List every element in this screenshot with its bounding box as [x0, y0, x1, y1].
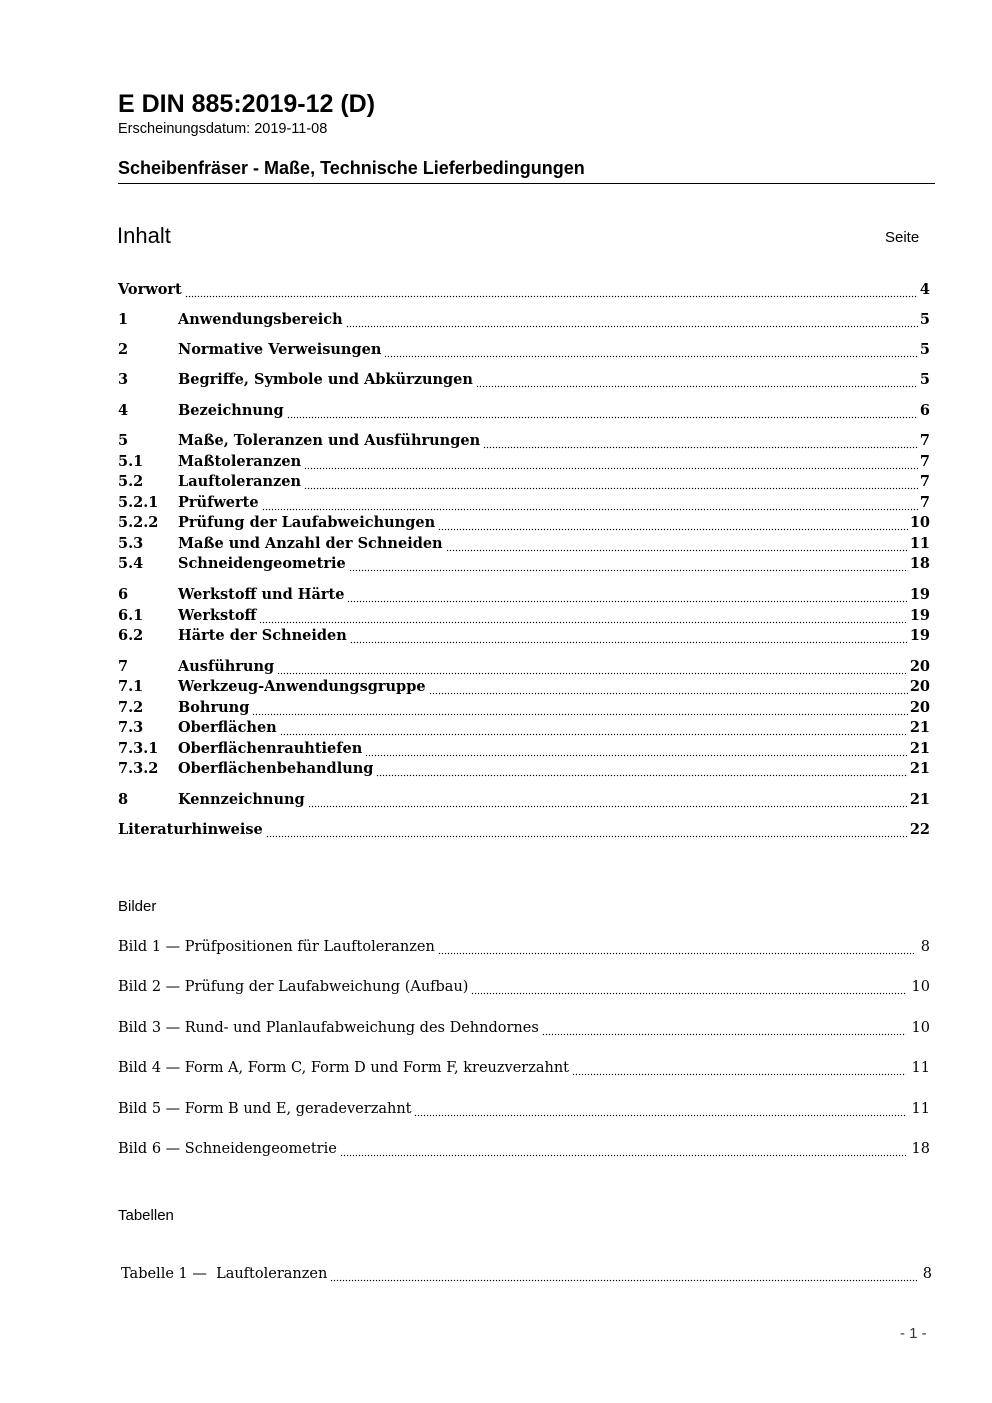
table-entry[interactable]: [121, 1264, 932, 1284]
dot-leader: [429, 677, 908, 697]
figures-heading: Bilder: [118, 898, 157, 915]
toc-entry-page: 19: [909, 627, 930, 644]
dot-leader: [266, 820, 908, 840]
dot-leader: [476, 370, 918, 390]
toc-entry-title: Oberflächenbehandlung: [178, 760, 374, 777]
toc-entry[interactable]: [118, 759, 930, 779]
dot-leader: [287, 401, 918, 421]
toc-entry-title: Ausführung: [178, 658, 275, 675]
toc-entry[interactable]: [118, 472, 930, 492]
figure-entry-title: Bild 4 — Form A, Form C, Form D und Form F, kreuzverzahnt: [118, 1060, 569, 1076]
dot-leader: [252, 698, 907, 718]
figure-entry-page: 11: [911, 1060, 930, 1076]
publication-date: Erscheinungsdatum: 2019-11-08: [118, 121, 328, 137]
dot-leader: [438, 937, 915, 957]
dot-leader: [259, 606, 907, 626]
toc-entry-number: 7.1: [118, 678, 144, 695]
dot-leader: [542, 1018, 906, 1038]
dot-leader: [340, 1139, 906, 1159]
title-divider: [118, 183, 935, 184]
toc-entry-page: 22: [909, 821, 930, 838]
toc-entry-title: Bohrung: [178, 699, 250, 716]
figure-entry-title: Bild 1 — Prüfpositionen für Lauftoleranzen: [118, 939, 435, 955]
toc-entry-title: Normative Verweisungen: [178, 341, 382, 358]
dot-leader: [185, 280, 918, 300]
dot-leader: [365, 739, 908, 759]
toc-entry[interactable]: [118, 820, 930, 840]
dot-leader: [280, 718, 908, 738]
toc-entry[interactable]: [118, 657, 930, 677]
toc-entry-page: 21: [909, 791, 930, 808]
toc-entry-title: Lauftoleranzen: [178, 473, 302, 490]
toc-entry-page: 6: [919, 402, 930, 419]
toc-entry-page: 21: [909, 760, 930, 777]
toc-entry-title: Werkstoff: [178, 607, 257, 624]
toc-entry[interactable]: [118, 534, 930, 554]
toc-entry-title: Maße, Toleranzen und Ausführungen: [178, 432, 481, 449]
toc-entry-number: 5.2.2: [118, 514, 159, 531]
dot-leader: [414, 1099, 905, 1119]
dot-leader: [262, 493, 918, 513]
toc-entry-title: Kennzeichnung: [178, 791, 305, 808]
toc-entry-title: Werkzeug-Anwendungsgruppe: [178, 678, 426, 695]
toc-entry[interactable]: [118, 739, 930, 759]
dot-leader: [308, 790, 908, 810]
toc-entry-title: Begriffe, Symbole und Abkürzungen: [178, 371, 473, 388]
figure-entry-page: 8: [920, 939, 930, 955]
toc-entry-title: Oberflächen: [178, 719, 277, 736]
toc-entry-number: 8: [118, 791, 129, 808]
toc-entry-number: 6: [118, 586, 129, 603]
toc-entry-number: 5: [118, 432, 129, 449]
toc-entry-number: 5.1: [118, 453, 144, 470]
toc-entry-page: 5: [919, 341, 930, 358]
toc-page-column-label: Seite: [885, 229, 920, 246]
toc-entry-number: 4: [118, 402, 129, 419]
table-entry-page: 8: [922, 1266, 932, 1282]
toc-entry-number: 1: [118, 311, 129, 328]
toc-entry-title: Maße und Anzahl der Schneiden: [178, 535, 443, 552]
figure-entry-title: Bild 5 — Form B und E, geradeverzahnt: [118, 1101, 412, 1117]
toc-entry-title: Schneidengeometrie: [178, 555, 346, 572]
toc-entry-page: 5: [919, 311, 930, 328]
figure-entry[interactable]: [118, 1018, 930, 1038]
toc-entry-title: Vorwort: [118, 281, 182, 298]
toc-entry[interactable]: [118, 698, 930, 718]
figure-entry[interactable]: [118, 937, 930, 957]
dot-leader: [483, 431, 918, 451]
tables-heading: Tabellen: [118, 1207, 174, 1224]
toc-entry[interactable]: [118, 310, 930, 330]
toc-entry-title: Oberflächenrauhtiefen: [178, 740, 363, 757]
toc-entry-page: 7: [919, 432, 930, 449]
dot-leader: [384, 340, 918, 360]
toc-entry-page: 21: [909, 740, 930, 757]
page-number: - 1 -: [900, 1325, 927, 1342]
toc-entry[interactable]: [118, 718, 930, 738]
toc-entry-number: 7.3: [118, 719, 144, 736]
toc-entry-page: 5: [919, 371, 930, 388]
toc-entry-page: 20: [909, 699, 930, 716]
toc-entry-page: 4: [919, 281, 930, 298]
dot-leader: [349, 554, 908, 574]
toc-entry-number: 7: [118, 658, 129, 675]
figure-entry[interactable]: [118, 977, 930, 997]
dot-leader: [304, 472, 918, 492]
toc-entry-page: 7: [919, 494, 930, 511]
toc-entry[interactable]: [118, 554, 930, 574]
toc-entry-page: 7: [919, 453, 930, 470]
dot-leader: [438, 513, 908, 533]
toc-entry-title: Bezeichnung: [178, 402, 284, 419]
toc-entry-number: 5.4: [118, 555, 144, 572]
toc-entry[interactable]: [118, 370, 930, 390]
dot-leader: [376, 759, 907, 779]
dot-leader: [471, 977, 905, 997]
toc-entry-number: 5.2: [118, 473, 144, 490]
toc-entry-page: 19: [909, 607, 930, 624]
toc-entry[interactable]: [118, 790, 930, 810]
figure-entry[interactable]: [118, 1099, 930, 1119]
toc-entry[interactable]: [118, 452, 930, 472]
document-title: Scheibenfräser - Maße, Technische Lieferbedingungen: [118, 158, 585, 178]
toc-entry-page: 18: [909, 555, 930, 572]
toc-entry[interactable]: [118, 677, 930, 697]
toc-entry-title: Anwendungsbereich: [178, 311, 343, 328]
dot-leader: [330, 1264, 916, 1284]
figure-entry-title: Bild 6 — Schneidengeometrie: [118, 1141, 337, 1157]
figure-entry-page: 10: [911, 1020, 930, 1036]
toc-entry-page: 19: [909, 586, 930, 603]
toc-entry[interactable]: [118, 401, 930, 421]
toc-entry-page: 21: [909, 719, 930, 736]
toc-entry-number: 5.3: [118, 535, 144, 552]
toc-entry[interactable]: [118, 280, 930, 300]
toc-entry[interactable]: [118, 493, 930, 513]
toc-entry-page: 11: [909, 535, 930, 552]
figure-entry-page: 18: [911, 1141, 930, 1157]
toc-entry-title: Prüfwerte: [178, 494, 259, 511]
dot-leader: [304, 452, 918, 472]
dot-leader: [350, 626, 908, 646]
figure-entry[interactable]: [118, 1058, 930, 1078]
document-id: E DIN 885:2019-12 (D): [118, 90, 376, 118]
toc-entry-number: 2: [118, 341, 129, 358]
toc-entry-number: 7.3.1: [118, 740, 159, 757]
dot-leader: [347, 585, 907, 605]
dot-leader: [572, 1058, 906, 1078]
toc-entry-page: 20: [909, 678, 930, 695]
toc-entry-title: Maßtoleranzen: [178, 453, 302, 470]
figure-entry-page: 11: [911, 1101, 930, 1117]
table-entry-title: Tabelle 1 — Lauftoleranzen: [121, 1266, 328, 1282]
toc-entry-page: 20: [909, 658, 930, 675]
toc-entry-title: Werkstoff und Härte: [178, 586, 345, 603]
toc-entry-title: Literaturhinweise: [118, 821, 263, 838]
toc-entry-number: 6.1: [118, 607, 144, 624]
toc-entry[interactable]: [118, 606, 930, 626]
toc-entry-title: Prüfung der Laufabweichungen: [178, 514, 436, 531]
toc-entry-number: 7.2: [118, 699, 144, 716]
toc-entry[interactable]: [118, 585, 930, 605]
toc-entry[interactable]: [118, 340, 930, 360]
toc-entry-page: 7: [919, 473, 930, 490]
toc-entry-number: 6.2: [118, 627, 144, 644]
toc-entry-title: Härte der Schneiden: [178, 627, 347, 644]
dot-leader: [346, 310, 918, 330]
dot-leader: [277, 657, 908, 677]
toc-entry[interactable]: [118, 513, 930, 533]
figure-entry-page: 10: [911, 979, 930, 995]
toc-entry[interactable]: [118, 626, 930, 646]
figure-entry[interactable]: [118, 1139, 930, 1159]
toc-entry[interactable]: [118, 431, 930, 451]
toc-entry-number: 7.3.2: [118, 760, 159, 777]
toc-entry-number: 5.2.1: [118, 494, 159, 511]
dot-leader: [446, 534, 908, 554]
toc-entry-page: 10: [909, 514, 930, 531]
figure-entry-title: Bild 2 — Prüfung der Laufabweichung (Aufbau): [118, 979, 469, 995]
toc-entry-number: 3: [118, 371, 129, 388]
toc-heading: Inhalt: [117, 223, 171, 248]
figure-entry-title: Bild 3 — Rund- und Planlaufabweichung des Dehndornes: [118, 1020, 539, 1036]
